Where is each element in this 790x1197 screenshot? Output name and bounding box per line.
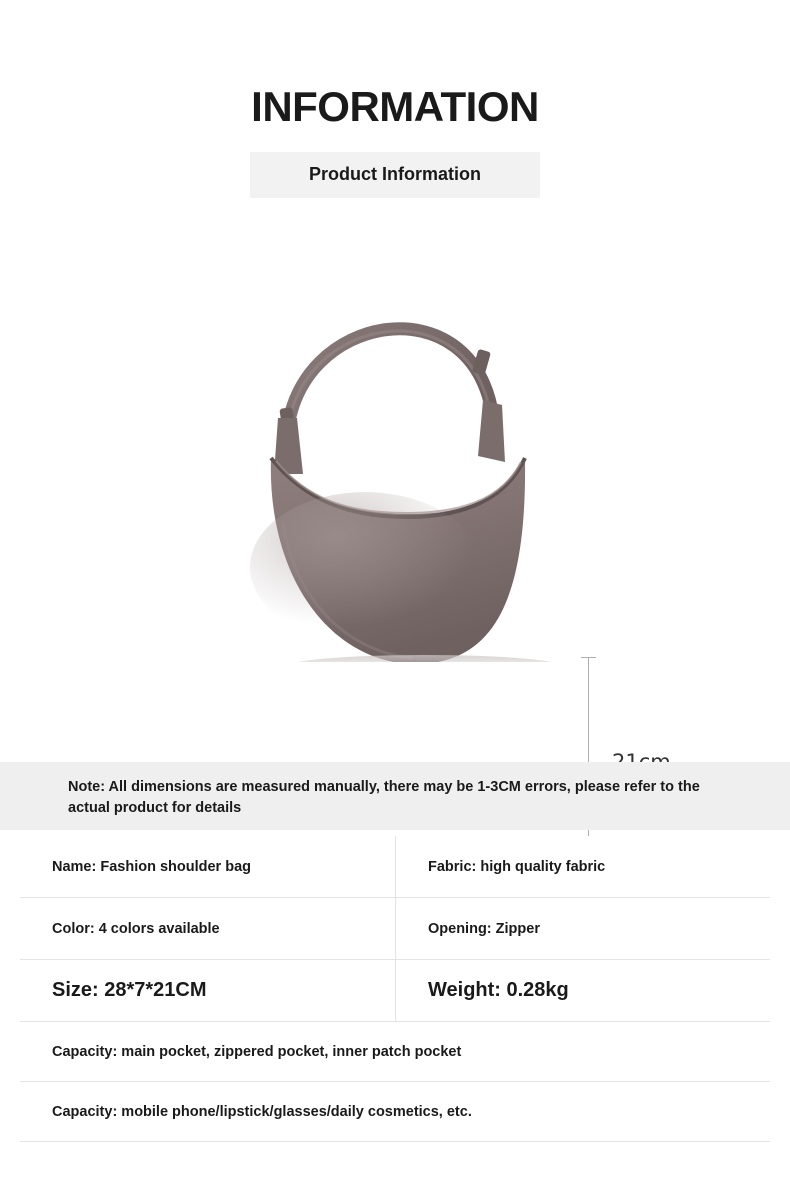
specification-table xyxy=(20,836,770,1142)
page-title: INFORMATION xyxy=(251,83,539,130)
subtitle-banner xyxy=(250,152,540,198)
subtitle-label: Product Information xyxy=(309,164,481,184)
measurement-note: Note: All dimensions are measured manually, there may be 1-3CM errors, please refer to the actual product for details xyxy=(68,779,700,817)
spec-fabric: Fabric: high quality fabric xyxy=(395,836,770,897)
table-row xyxy=(20,898,770,960)
product-image xyxy=(175,222,595,662)
product-image-area xyxy=(0,222,790,742)
spec-opening: Opening: Zipper xyxy=(395,898,770,959)
table-row xyxy=(20,960,770,1022)
table-row xyxy=(20,1022,770,1082)
spec-weight: Weight: 0.28kg xyxy=(395,960,770,1021)
spec-capacity-items: Capacity: mobile phone/lipstick/glasses/daily cosmetics, etc. xyxy=(52,1103,472,1120)
handbag-illustration xyxy=(175,222,595,662)
spec-name: Name: Fashion shoulder bag xyxy=(52,858,251,875)
table-row xyxy=(20,1082,770,1142)
table-row xyxy=(20,836,770,898)
spec-capacity-pockets: Capacity: main pocket, zippered pocket, inner patch pocket xyxy=(52,1043,462,1060)
spec-color: Color: 4 colors available xyxy=(52,920,220,937)
spec-size: Size: 28*7*21CM xyxy=(52,979,207,1001)
